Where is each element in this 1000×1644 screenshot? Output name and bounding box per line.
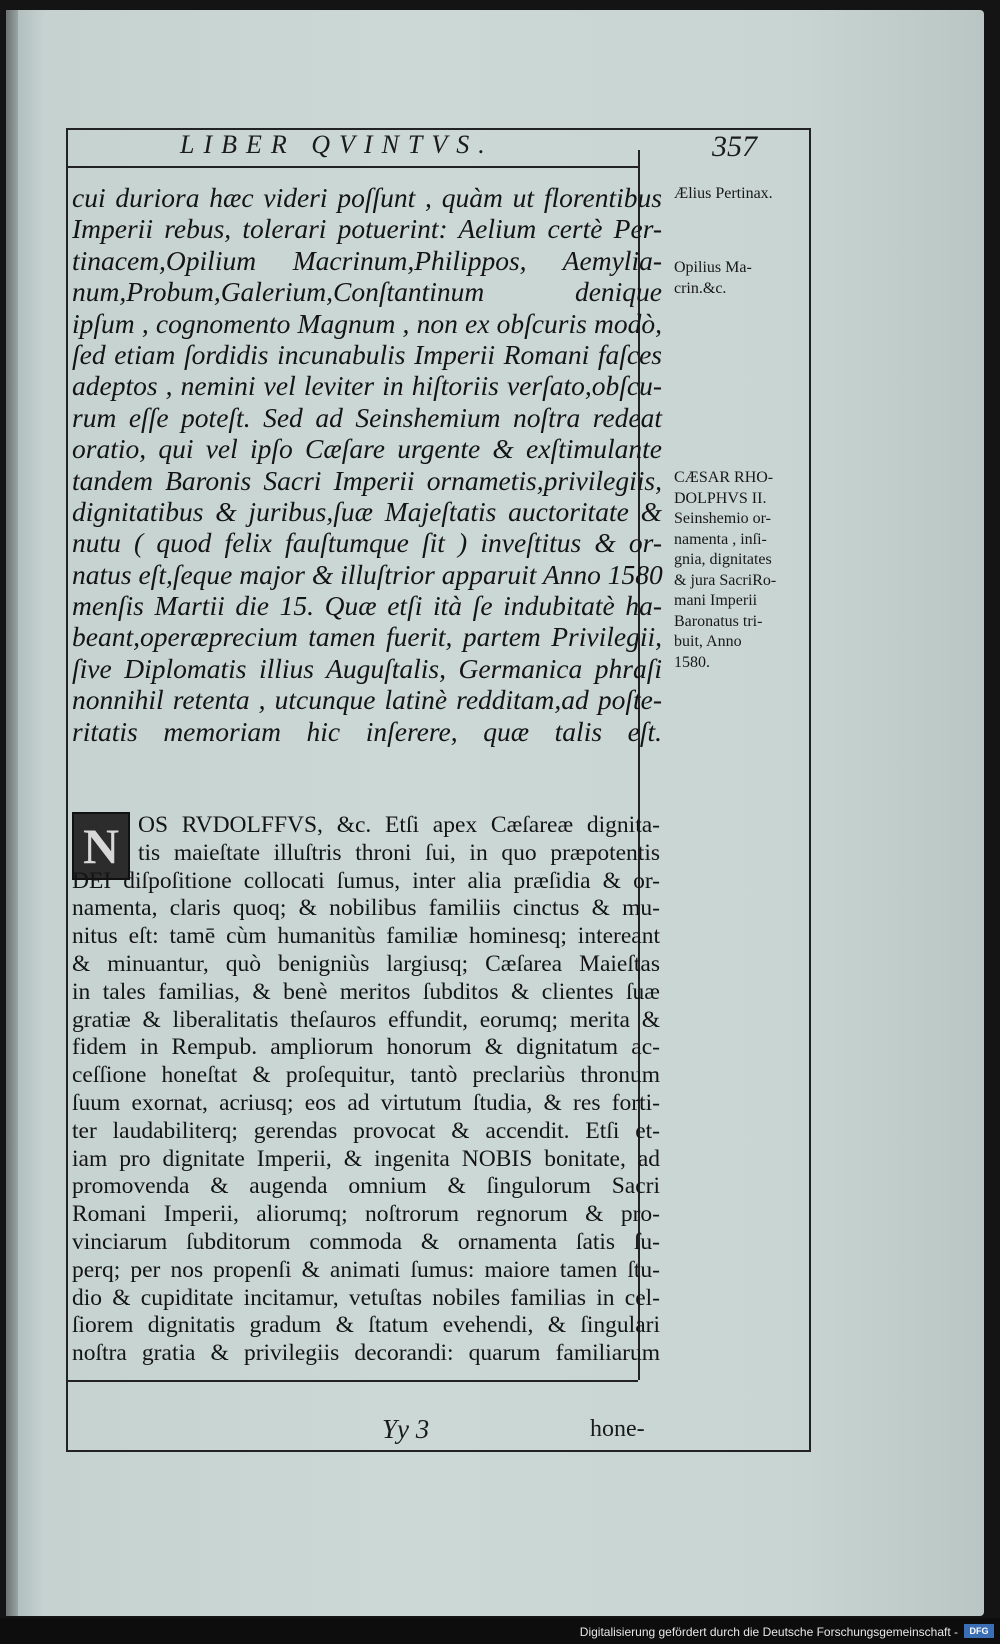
text-line: Imperii rebus, tolerari potuerint: Aelium certè Per-: [72, 213, 662, 245]
text-line: noſtra gratia & privilegiis decorandi: quarum familiarum: [72, 1340, 660, 1367]
digitization-footer: [0, 1618, 1000, 1644]
margin-note-pertinax: [674, 184, 804, 205]
text-line: ritatis memoriam hic inſerere, quæ talis eſt.: [72, 715, 662, 747]
footer-rule: [66, 1380, 638, 1382]
text-line: nutu ( quod felix fauſtumque ſit ) inveſtitus & or-: [72, 527, 662, 559]
text-line: dignitatibus & juribus,ſuæ Majeſtatis auctoritate &: [72, 495, 662, 527]
text-line: cui duriora hæc videri poſſunt , quàm ut florentibus: [72, 182, 662, 213]
text-line: tis maieſtate illuſtris throni ſui, in quo præpotentis: [138, 839, 660, 866]
note-line: buit, Anno: [674, 633, 742, 650]
margin-note-rhodolphus: [674, 468, 804, 673]
note-line: mani Imperii: [674, 592, 758, 609]
note-line: Ælius Pertinax.: [674, 185, 773, 202]
note-line: gnia, dignitates: [674, 551, 772, 568]
text-line: ceſſione honeſtat & proſequitur, tantò preclariùs thronum: [72, 1062, 660, 1089]
decorated-initial: N: [72, 812, 130, 880]
text-line: & minuantur, quò benigniùs largiusq; Cæſarea Maieſtas: [72, 950, 660, 977]
text-line: menſis Martii die 15. Quæ etſi ità ſe indubitatè ha-: [72, 590, 662, 622]
text-line: tandem Baronis Sacri Imperii ornametis,privilegiis,: [72, 464, 662, 496]
text-line: adeptos , nemini vel leviter in hiſtoriis verſato,obſcu-: [72, 370, 662, 402]
note-line: & jura SacriRo-: [674, 571, 777, 589]
text-line: nitus eſt: tamē cùm humanitùs familiæ hominesq; intereant: [72, 923, 660, 950]
note-line: crin.&c.: [674, 279, 727, 297]
roman-text-block: [72, 812, 660, 1368]
text-line: vinciarum ſubditorum commoda & ornamenta ſatis ſu-: [72, 1228, 660, 1255]
text-line: perq; per nos propenſi & animati ſumus: maiore tamen ſtu-: [72, 1256, 660, 1283]
text-line: Romani Imperii, aliorumq; noſtrorum regnorum & pro-: [72, 1201, 660, 1228]
text-line: rum eſſe poteſt. Sed ad Seinshemium noſtra redeat: [72, 401, 662, 433]
signature-mark: Yy 3: [382, 1414, 430, 1444]
page-number: 357: [712, 130, 757, 163]
text-line: ſiorem dignitatis gradum & ſtatum evehendi, & ſingulari: [72, 1312, 660, 1339]
text-line: beant,operæprecium tamen fuerit, partem Privilegii,: [72, 621, 662, 653]
note-line: Baronatus tri-: [674, 612, 763, 630]
funding-credit: Digitalisierung gefördert durch die Deutsche Forschungsgemeinschaft -: [579, 1625, 958, 1639]
dfg-logo: DFG: [964, 1624, 994, 1638]
text-line: ſed etiam ſordidis incunabulis Imperii Romani faſces: [72, 338, 662, 370]
text-line: ter laudabiliterq; gerendas provocat & accendit. Etſi et-: [72, 1117, 660, 1144]
text-line: promovenda & augenda omnium & ſingulorum Sacri: [72, 1173, 660, 1200]
catchword: hone-: [590, 1416, 645, 1442]
note-line: namenta , inſi-: [674, 530, 767, 548]
text-line: natus eſt,ſeque major & illuſtrior apparuit Anno 1580: [72, 558, 663, 590]
text-line: nonnihil retenta , utcunque latinè redditam,ad poſte-: [72, 684, 662, 716]
text-line: num,Probum,Galerium,Conſtantinum denique: [72, 276, 662, 308]
text-line: gratiæ & liberalitatis theſauros effundit, eorumq; merita &: [72, 1006, 660, 1033]
margin-note-macrinus: [674, 258, 804, 299]
note-line: Seinshemio or-: [674, 510, 771, 527]
note-line: DOLPHVS II.: [674, 489, 767, 507]
text-line: OS RVDOLFFVS, &c. Etſi apex Cæſareæ dignita-: [138, 812, 660, 838]
text-line: tinacem,Opilium Macrinum,Philippos, Aemylia-: [72, 244, 662, 276]
note-line: CÆSAR RHO-: [674, 469, 774, 486]
italic-text-block: [72, 182, 662, 747]
text-line: dio & cupiditate incitamur, vetuſtas nobiles familias in cel-: [72, 1284, 660, 1311]
text-line: in tales familias, & benè meritos ſubditos & clientes ſuæ: [72, 978, 660, 1005]
text-line: namenta, claris quoq; & nobilibus familiis cinctus & mu-: [72, 895, 660, 922]
text-line: oratio, qui vel ipſo Cæſare urgente & exſtimulante: [72, 433, 662, 465]
note-line: Opilius Ma-: [674, 259, 752, 276]
header-rule: [66, 166, 638, 168]
text-line: fidem in Rempub. ampliorum honorum & dignitatum ac-: [72, 1034, 660, 1061]
text-line: ſive Diplomatis illius Auguſtalis, Germanica phraſi: [72, 652, 662, 684]
note-line: 1580.: [674, 653, 710, 671]
text-line: ipſum , cognomento Magnum , non ex obſcuris modò,: [72, 307, 662, 339]
text-line: iam pro dignitate Imperii, & ingenita NOBIS bonitate, ad: [72, 1145, 660, 1172]
running-head: LIBER QVINTVS.: [180, 130, 494, 159]
text-line: ſuum exornat, acriusq; eos ad virtutum ſtudia, & res forti-: [72, 1089, 660, 1116]
page-gutter-shadow: [6, 10, 18, 1616]
text-line: DEI diſpoſitione collocati ſumus, inter alia præſidia & or-: [72, 867, 660, 894]
